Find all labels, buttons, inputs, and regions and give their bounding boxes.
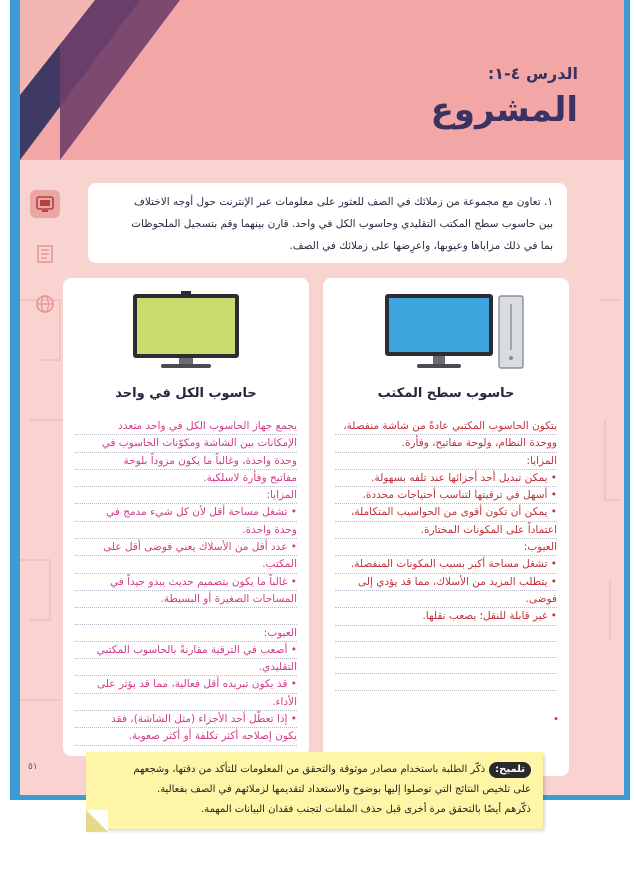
lesson-label: الدرس ٤-١:: [487, 64, 578, 83]
desktop-line: اعتماداً على المكونات المختارة.: [335, 522, 557, 539]
tip-line: ذكّرهم أيضًا بالتحقق مرة أخرى قبل حذف الملفات لتجنب فقدان البيانات المهمة.: [201, 804, 531, 815]
header-shape-light: [20, 0, 95, 95]
aio-line: المكتب.: [75, 556, 297, 573]
desktop-line: • يمكن أن تكون أقوى من الحواسيب المتكاملة،: [335, 504, 557, 521]
aio-line: يجمع جهاز الحاسوب الكل في واحد متعدد: [75, 418, 297, 435]
desktop-computer-icon: [323, 290, 569, 370]
all-in-one-card: [63, 278, 309, 756]
desktop-line: • غير قابلة للنقل؛ يصعب نقلها.: [335, 608, 557, 625]
tip-fold: [86, 810, 108, 832]
blank-line: [335, 658, 557, 674]
aio-line: وحدة واحدة، وغالباً ما يكون مزوداً بلوحة: [75, 453, 297, 470]
bullet-dot: •: [553, 714, 559, 725]
notes-icon[interactable]: [30, 240, 60, 268]
desktop-line: العيوب:: [335, 539, 557, 556]
desktop-line: يتكون الحاسوب المكتبي عادةً من شاشة منفصلة،: [335, 418, 557, 435]
blank-line: [335, 642, 557, 658]
desktop-line: • تشغل مساحة أكبر بسبب المكونات المنفصلة.: [335, 556, 557, 573]
page-edge: [624, 0, 630, 800]
desktop-card-title: حاسوب سطح المكتب: [377, 386, 515, 401]
desktop-computer-card: [323, 278, 569, 776]
tip-label: تلميح:: [489, 762, 531, 778]
aio-line: • غالباً ما يكون بتصميم حديث يبدو جيداً في: [75, 574, 297, 591]
aio-line: • قد يكون تبريده أقل فعالية، مما قد يؤثر على: [75, 676, 297, 693]
aio-line: • تشغل مساحة أقل لأن كل شيء مدمج في: [75, 504, 297, 521]
aio-line: • عدد أقل من الأسلاك يعني فوضى أقل على: [75, 539, 297, 556]
aio-line: يكون إصلاحه أكثر تكلفة أو أكثر صعوبة.: [75, 728, 297, 745]
page-number: ٥١: [28, 762, 38, 772]
page-title: المشروع: [430, 90, 578, 130]
task-line: بين حاسوب سطح المكتب التقليدي وحاسوب الكل في واحد. قارن بينهما وقم بتسجيل الملحوظات: [131, 218, 553, 230]
tip-text: ذكّر الطلبة باستخدام مصادر موثوقة والتحقق من المعلومات للتأكد من دقتها، وشجعهم: [133, 764, 486, 775]
task-icon[interactable]: [30, 190, 60, 218]
blank-line: [335, 674, 557, 690]
all-in-one-computer-icon: [63, 290, 309, 370]
aio-line: المزايا:: [75, 487, 297, 504]
tip-line: [98, 760, 531, 780]
all-in-one-card-title: حاسوب الكل في واحد: [115, 386, 257, 401]
aio-line: مفاتيح وفأرة لاسلكية.: [75, 470, 297, 487]
tip-note: [86, 752, 543, 829]
aio-line: المساحات الصغيرة أو البسيطة.: [75, 591, 297, 608]
blank-line: [335, 626, 557, 642]
aio-line: • أصعب في الترقية مقارنةً بالحاسوب المكتبي: [75, 642, 297, 659]
all-in-one-card-body: [75, 418, 297, 746]
desktop-line: فوضى.: [335, 591, 557, 608]
desktop-line: ووحدة النظام، ولوحة مفاتيح، وفأرة.: [335, 435, 557, 452]
task-box: [88, 183, 567, 263]
aio-line: العيوب:: [75, 625, 297, 642]
task-line: ١. تعاون مع مجموعة من زملائك في الصف للعثور على معلومات عبر الإنترنت حول أوجه الاختلاف: [133, 196, 553, 208]
aio-line: وحدة واحدة.: [75, 522, 297, 539]
desktop-card-body: [335, 418, 557, 691]
aio-line: التقليدي.: [75, 659, 297, 676]
desktop-line: • يمكن تبديل أحد أجزائها عند تلفه بسهولة.: [335, 470, 557, 487]
aio-line: الأداء.: [75, 694, 297, 711]
side-icon-bar: [30, 190, 62, 340]
aio-line: [75, 608, 297, 624]
task-line: بما في ذلك مزاياها وعيوبها، واعرِضها على زملائك في الصف.: [289, 240, 553, 252]
desktop-line: المزايا:: [335, 453, 557, 470]
desktop-line: • أسهل في ترقيتها لتناسب أحتياجات محددة.: [335, 487, 557, 504]
aio-line: • إذا تعطّل أحد الأجزاء (مثل الشاشة)، فقد: [75, 711, 297, 728]
tip-line: على تلخيص النتائج التي توصلوا إليها بوضوح والاستعداد لتقديمها لزملائهم في الصف بفعالية.: [157, 784, 531, 795]
aio-line: الإمكانات بين الشاشة ومكوّنات الحاسوب في: [75, 435, 297, 452]
globe-icon[interactable]: [30, 290, 60, 318]
desktop-line: • يتطلب المزيد من الأسلاك، مما قد يؤدي إلى: [335, 574, 557, 591]
